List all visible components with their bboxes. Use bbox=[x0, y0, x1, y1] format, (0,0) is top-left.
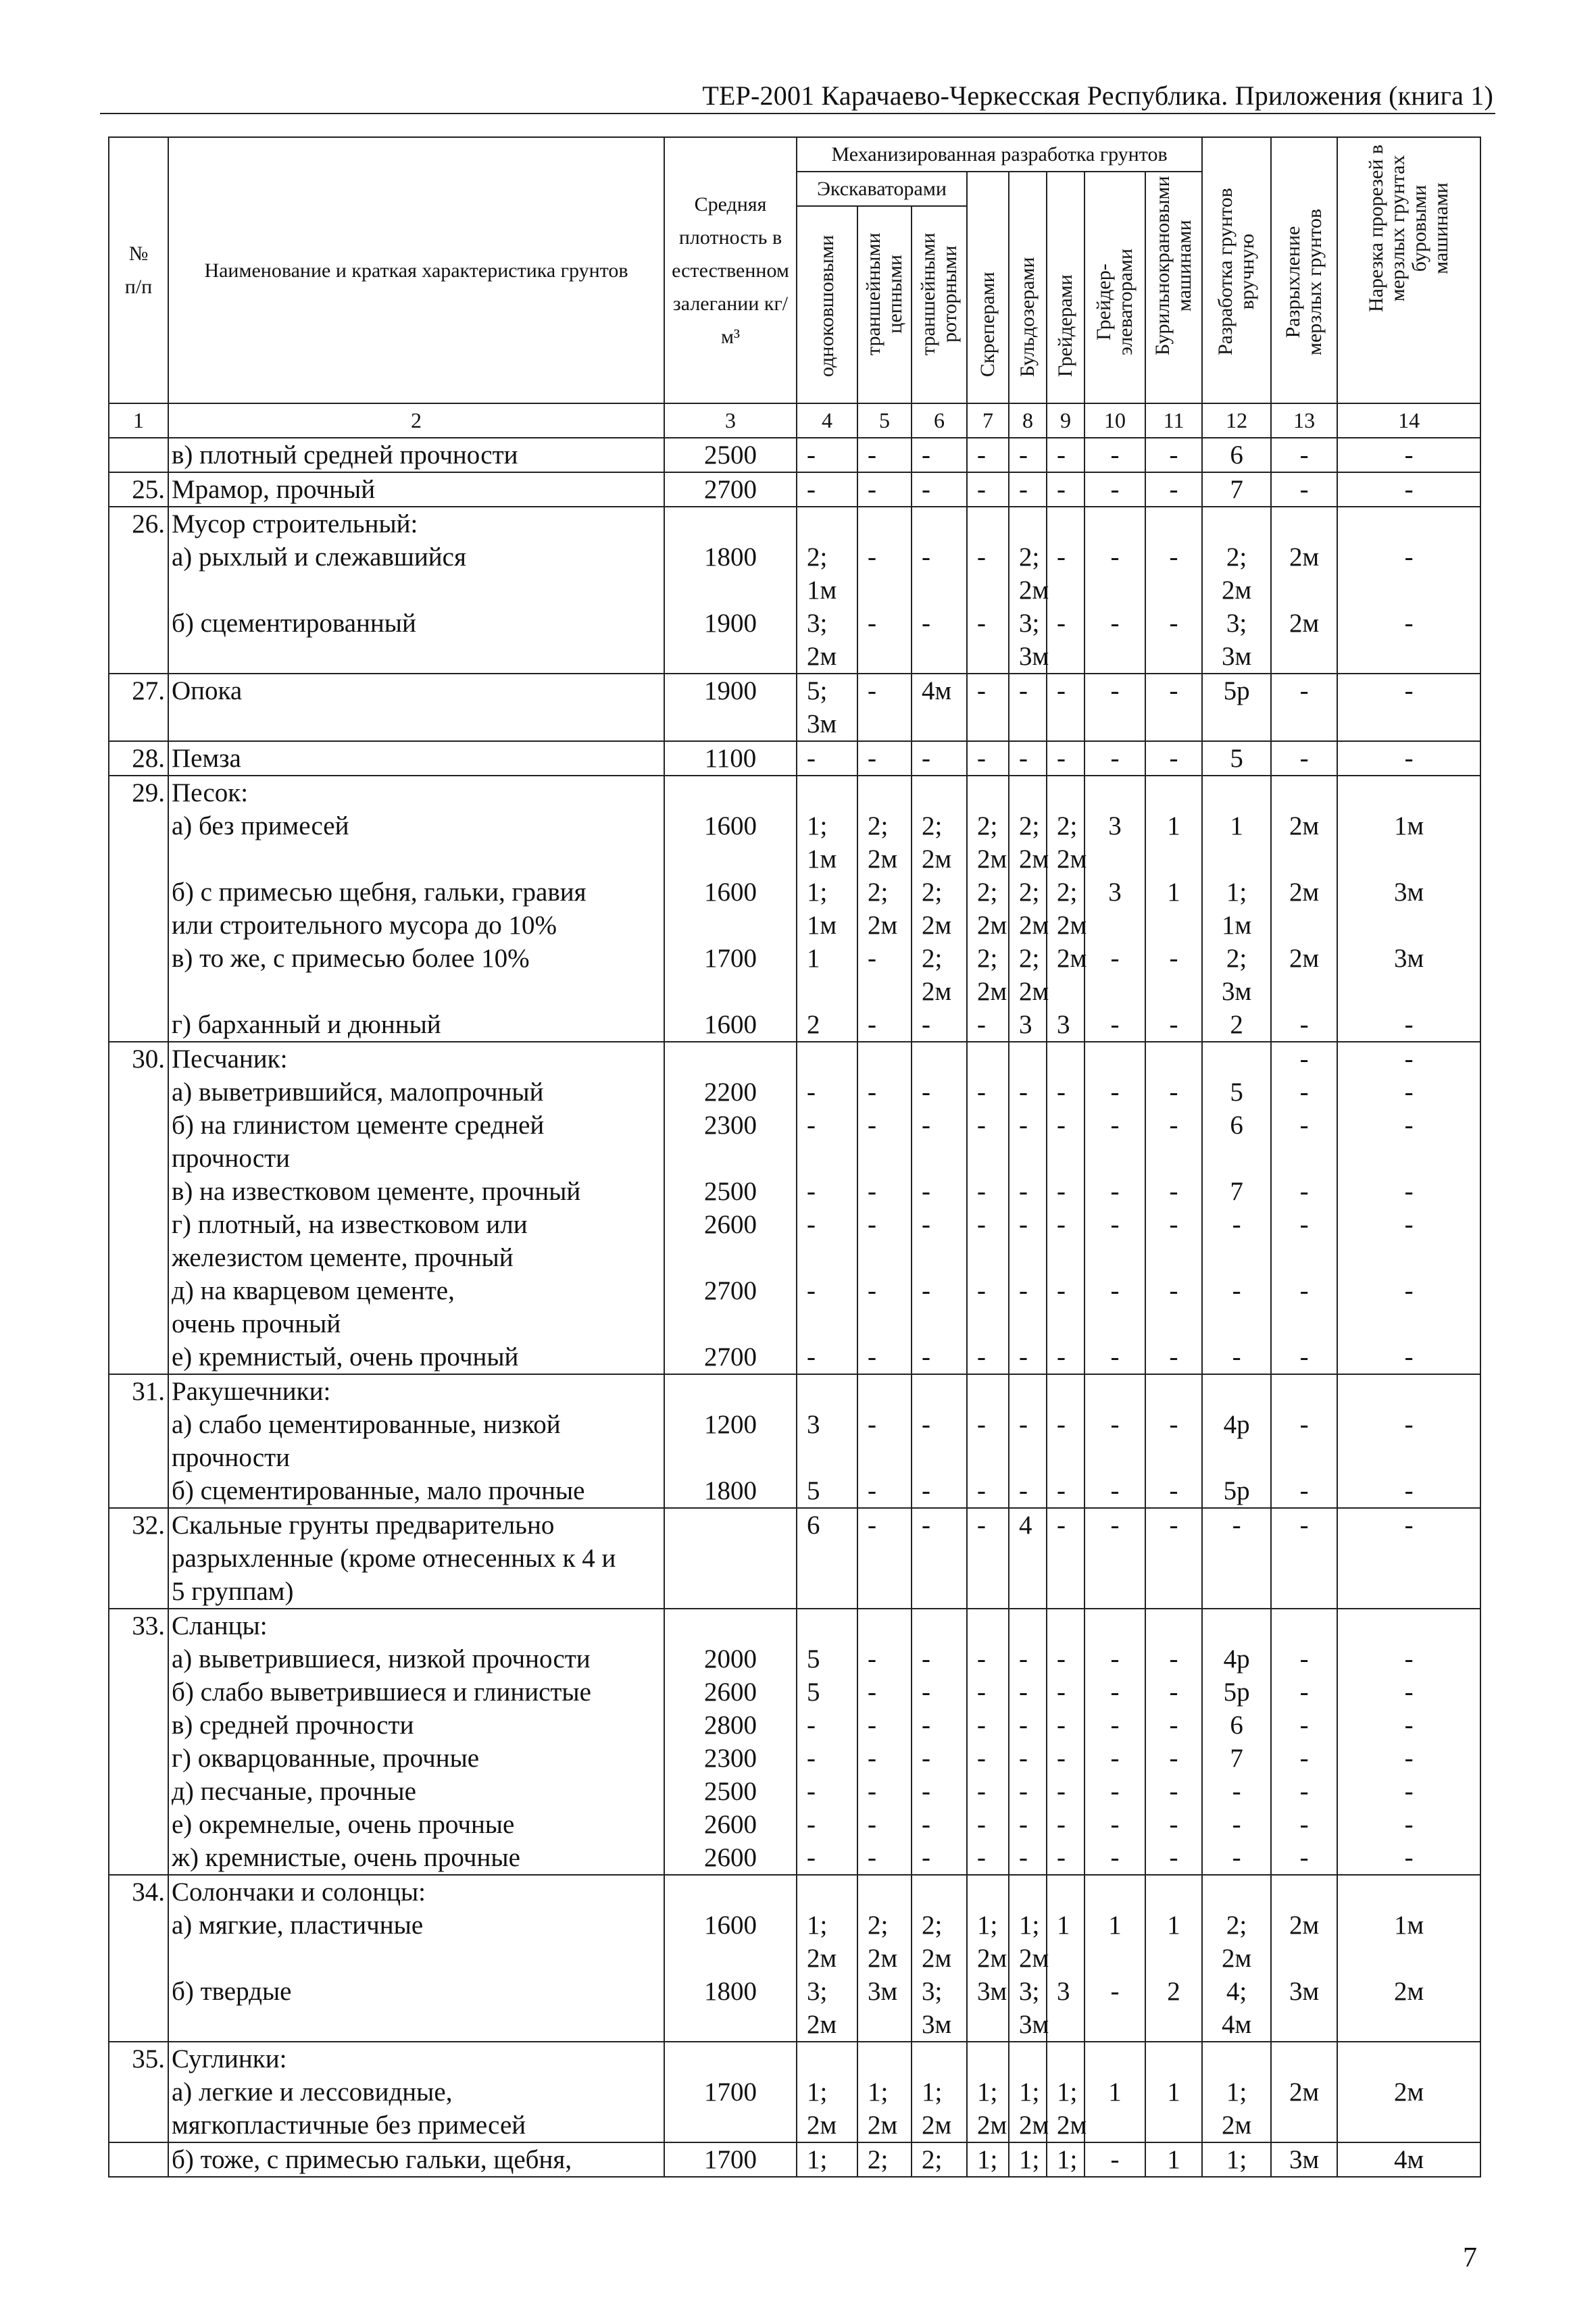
column-number: 11 bbox=[1145, 403, 1202, 438]
method-value: 2; 2м 2; 2м 2; 2м - bbox=[912, 776, 967, 1042]
method-value: 5 6 7 - - - bbox=[1202, 1042, 1271, 1374]
method-value: 5 5 - - - - - bbox=[797, 1609, 857, 1875]
method-value: - - - - - - bbox=[1009, 1042, 1047, 1374]
method-value: 3 5 bbox=[797, 1374, 857, 1508]
soil-name: Ракушечники: а) слабо цементированные, низкой прочности б) сцементированные, мало прочные bbox=[168, 1374, 664, 1508]
method-value: - - bbox=[1009, 1374, 1047, 1508]
column-number: 2 bbox=[168, 403, 664, 438]
header-density: Средняя плотность в естественном залегании кг/м³ bbox=[664, 137, 797, 403]
density-value: 1700 bbox=[664, 2142, 797, 2177]
method-value: 1; 2м 3; 2м bbox=[797, 1875, 857, 2042]
table-row bbox=[109, 472, 1480, 507]
header-drill-crane: Бурильнокрановыми машинами bbox=[1145, 172, 1202, 403]
header-trench-rotor: траншейными роторными bbox=[912, 206, 967, 403]
method-value: 5; 3м bbox=[797, 674, 857, 741]
method-value: 4р 5р bbox=[1202, 1374, 1271, 1508]
method-value: 1 bbox=[1084, 2042, 1145, 2142]
density-value: 1100 bbox=[664, 741, 797, 776]
row-number: 34. bbox=[109, 1875, 168, 2042]
header-no: № п/п bbox=[109, 137, 168, 403]
method-value: - - bbox=[967, 507, 1009, 674]
method-value: 2; 1м 3; 2м bbox=[797, 507, 857, 674]
method-value: - - bbox=[857, 507, 912, 674]
method-value: 2; 2м 2; 2м 2; 2м 3 bbox=[1009, 776, 1047, 1042]
density-value: 1600 1800 bbox=[664, 1875, 797, 2042]
soil-name: Песчаник: а) выветрившийся, малопрочный б) на глинистом цементе средней прочности в) на известковом цементе, прочный г) плотный, на известковом или железистом цементе, прочный д) на кварцевом цементе, очень прочный е) кремнистый, очень прочный bbox=[168, 1042, 664, 1374]
method-value: 2; 2м 2; 2м 2; 2м - bbox=[967, 776, 1009, 1042]
method-value: - bbox=[1337, 741, 1480, 776]
method-value: - bbox=[912, 1508, 967, 1609]
row-number bbox=[109, 438, 168, 472]
table-row bbox=[109, 2142, 1480, 2177]
header-manual: Разработка грунтов вручную bbox=[1202, 137, 1271, 403]
method-value: - bbox=[1047, 1508, 1084, 1609]
method-value: 1; 2м bbox=[797, 2042, 857, 2142]
method-value: - - bbox=[1047, 507, 1084, 674]
column-number: 5 bbox=[857, 403, 912, 438]
method-value: - - - - - - - bbox=[1337, 1609, 1480, 1875]
method-value: 6 bbox=[1202, 438, 1271, 472]
soil-name: Мрамор, прочный bbox=[168, 472, 664, 507]
density-value: 1900 bbox=[664, 674, 797, 741]
method-value: 2; bbox=[912, 2142, 967, 2177]
method-value: - - - - - - - bbox=[857, 1609, 912, 1875]
row-number: 33. bbox=[109, 1609, 168, 1875]
page-number: 7 bbox=[1463, 2242, 1477, 2273]
table-row bbox=[109, 1042, 1480, 1374]
method-value: 2м 2м 2м - bbox=[1271, 776, 1337, 1042]
method-value: 1; bbox=[1009, 2142, 1047, 2177]
density-value bbox=[664, 1508, 797, 1609]
method-value: - - bbox=[912, 1374, 967, 1508]
table-row bbox=[109, 1374, 1480, 1508]
method-value: - bbox=[1047, 438, 1084, 472]
header-grader-elevators: Грейдер- элеваторами bbox=[1084, 172, 1145, 403]
method-value: - bbox=[857, 741, 912, 776]
soil-name: Опока bbox=[168, 674, 664, 741]
column-number-row bbox=[109, 403, 1480, 438]
running-title: ТЕР-2001 Карачаево-Черкесская Республика. Приложения (книга 1) bbox=[702, 80, 1493, 111]
row-number: 32. bbox=[109, 1508, 168, 1609]
method-value: 6 bbox=[797, 1508, 857, 1609]
method-value: - - bbox=[912, 507, 967, 674]
method-value: 2; 2м 2; 2м 2м 3 bbox=[1047, 776, 1084, 1042]
method-value: - bbox=[1009, 438, 1047, 472]
method-value: 2; bbox=[857, 2142, 912, 2177]
method-value: - bbox=[912, 472, 967, 507]
column-number: 10 bbox=[1084, 403, 1145, 438]
method-value: 2; 2м 4; 4м bbox=[1202, 1875, 1271, 2042]
row-number: 30. bbox=[109, 1042, 168, 1374]
density-value: 2700 bbox=[664, 472, 797, 507]
header-bulldozers: Бульдозерами bbox=[1009, 172, 1047, 403]
table-row bbox=[109, 1875, 1480, 2042]
method-value: - bbox=[1145, 674, 1202, 741]
method-value: - - - - - - - bbox=[1145, 1609, 1202, 1875]
method-value: - bbox=[1271, 472, 1337, 507]
method-value: - - - - - - - bbox=[1009, 1609, 1047, 1875]
method-value: - - bbox=[857, 1374, 912, 1508]
header-name: Наименование и краткая характеристика грунтов bbox=[168, 137, 664, 403]
header-trench-chain: траншейными цепными bbox=[857, 206, 912, 403]
method-value: 2м 2м bbox=[1271, 507, 1337, 674]
method-value: - - - - - - bbox=[1145, 1042, 1202, 1374]
soil-name: в) плотный средней прочности bbox=[168, 438, 664, 472]
method-value: - bbox=[1337, 438, 1480, 472]
method-value: - bbox=[1271, 741, 1337, 776]
method-value: 4р 5р 6 7 - - - bbox=[1202, 1609, 1271, 1875]
soil-name: Скальные грунты предварительно разрыхленные (кроме отнесенных к 4 и 5 группам) bbox=[168, 1508, 664, 1609]
column-number: 12 bbox=[1202, 403, 1271, 438]
method-value: - bbox=[1009, 741, 1047, 776]
method-value: - - - - - - bbox=[1084, 1042, 1145, 1374]
method-value: - - - - - - bbox=[912, 1042, 967, 1374]
method-value: 2; 2м 2; 2м - - bbox=[857, 776, 912, 1042]
method-value: - bbox=[912, 438, 967, 472]
method-value: - - - - - - - bbox=[1337, 1042, 1480, 1374]
method-value: - - - - - - bbox=[797, 1042, 857, 1374]
column-number: 1 bbox=[109, 403, 168, 438]
method-value: 1 3 bbox=[1047, 1875, 1084, 2042]
method-value: - bbox=[967, 1508, 1009, 1609]
method-value: 2; 2м 3; 3м bbox=[1202, 507, 1271, 674]
column-number: 9 bbox=[1047, 403, 1084, 438]
method-value: - - bbox=[1145, 1374, 1202, 1508]
method-value: - bbox=[1337, 472, 1480, 507]
row-number: 27. bbox=[109, 674, 168, 741]
method-value: - - bbox=[1337, 1374, 1480, 1508]
header-single-bucket: одноковшовыми bbox=[797, 206, 857, 403]
table-row bbox=[109, 507, 1480, 674]
table-row bbox=[109, 1508, 1480, 1609]
method-value: - bbox=[1009, 472, 1047, 507]
column-number: 14 bbox=[1337, 403, 1480, 438]
method-value: 1; 2м 3м bbox=[967, 1875, 1009, 2042]
method-value: 1 2 bbox=[1145, 1875, 1202, 2042]
method-value: 2м bbox=[1271, 2042, 1337, 2142]
density-value: 1800 1900 bbox=[664, 507, 797, 674]
column-number: 7 bbox=[967, 403, 1009, 438]
density-value: 2500 bbox=[664, 438, 797, 472]
method-value: - bbox=[1084, 1508, 1145, 1609]
method-value: - bbox=[857, 472, 912, 507]
table-row bbox=[109, 1609, 1480, 1875]
method-value: - - bbox=[967, 1374, 1009, 1508]
method-value: 2; 2м 3; 3м bbox=[1009, 507, 1047, 674]
method-value: - - - - - - bbox=[857, 1042, 912, 1374]
method-value: 3 3 - - bbox=[1084, 776, 1145, 1042]
method-value: - - - - - - - bbox=[1271, 1042, 1337, 1374]
header-rule bbox=[100, 113, 1495, 114]
table-row bbox=[109, 741, 1480, 776]
method-value: - bbox=[1047, 674, 1084, 741]
method-value: - bbox=[1084, 2142, 1145, 2177]
header-loosening: Разрыхление мерзлых грунтов bbox=[1271, 137, 1337, 403]
method-value: - bbox=[797, 741, 857, 776]
row-number: 29. bbox=[109, 776, 168, 1042]
method-value: - bbox=[967, 741, 1009, 776]
header-mechanized: Механизированная разработка грунтов bbox=[797, 137, 1202, 172]
method-value: 4 bbox=[1009, 1508, 1047, 1609]
row-number: 35. bbox=[109, 2042, 168, 2142]
soil-name: Солончаки и солонцы: а) мягкие, пластичные б) твердые bbox=[168, 1875, 664, 2042]
method-value: 1; 2м bbox=[857, 2042, 912, 2142]
density-value: 1200 1800 bbox=[664, 1374, 797, 1508]
table-row bbox=[109, 438, 1480, 472]
header-graders: Грейдерами bbox=[1047, 172, 1084, 403]
row-number: 26. bbox=[109, 507, 168, 674]
method-value: - - bbox=[1271, 1374, 1337, 1508]
method-value: - bbox=[967, 674, 1009, 741]
soil-name: б) тоже, с примесью гальки, щебня, bbox=[168, 2142, 664, 2177]
soil-name: Пемза bbox=[168, 741, 664, 776]
method-value: - bbox=[857, 1508, 912, 1609]
method-value: - bbox=[967, 438, 1009, 472]
soil-name: Песок: а) без примесей б) с примесью щебня, гальки, гравия или строительного мусора до 10% в) то же, с примесью более 10% г) барханный и дюнный bbox=[168, 776, 664, 1042]
method-value: 4м bbox=[1337, 2142, 1480, 2177]
method-value: - - - - - - bbox=[1047, 1042, 1084, 1374]
method-value: - bbox=[1084, 741, 1145, 776]
soil-table bbox=[108, 136, 1481, 2178]
column-number: 13 bbox=[1271, 403, 1337, 438]
method-value: 1; 1м 1; 1м 1 2 bbox=[797, 776, 857, 1042]
method-value: 1; 2м bbox=[967, 2042, 1009, 2142]
method-value: - - bbox=[1337, 507, 1480, 674]
method-value: 1; bbox=[797, 2142, 857, 2177]
method-value: - - - - - - - bbox=[912, 1609, 967, 1875]
method-value: 1 - bbox=[1084, 1875, 1145, 2042]
column-number: 3 bbox=[664, 403, 797, 438]
method-value: - - - - - - - bbox=[1271, 1609, 1337, 1875]
method-value: 1; 2м bbox=[912, 2042, 967, 2142]
header-scrapers: Скреперами bbox=[967, 172, 1009, 403]
method-value: - bbox=[1337, 1508, 1480, 1609]
density-value: 2000 2600 2800 2300 2500 2600 2600 bbox=[664, 1609, 797, 1875]
method-value: - bbox=[1084, 472, 1145, 507]
density-value: 1600 1600 1700 1600 bbox=[664, 776, 797, 1042]
row-number: 31. bbox=[109, 1374, 168, 1508]
column-number: 6 bbox=[912, 403, 967, 438]
method-value: - bbox=[1084, 674, 1145, 741]
method-value: - bbox=[1202, 1508, 1271, 1609]
method-value: - - - - - - bbox=[967, 1042, 1009, 1374]
method-value: - bbox=[1145, 438, 1202, 472]
row-number: 25. bbox=[109, 472, 168, 507]
table-row bbox=[109, 2042, 1480, 2142]
method-value: - - bbox=[1084, 507, 1145, 674]
table-row bbox=[109, 776, 1480, 1042]
soil-name: Суглинки: а) легкие и лессовидные, мягкопластичные без примесей bbox=[168, 2042, 664, 2142]
method-value: - bbox=[1145, 741, 1202, 776]
method-value: 1 bbox=[1145, 2142, 1202, 2177]
method-value: 5р bbox=[1202, 674, 1271, 741]
method-value: 1 1 - - bbox=[1145, 776, 1202, 1042]
method-value: 1м 3м 3м - bbox=[1337, 776, 1480, 1042]
method-value: - bbox=[1047, 472, 1084, 507]
method-value: 1; 2м 3; 3м bbox=[1009, 1875, 1047, 2042]
method-value: - bbox=[967, 472, 1009, 507]
method-value: - bbox=[857, 674, 912, 741]
method-value: - bbox=[1271, 674, 1337, 741]
method-value: 4м bbox=[912, 674, 967, 741]
method-value: 2; 2м 3; 3м bbox=[912, 1875, 967, 2042]
soil-table-wrapper bbox=[108, 136, 1481, 2178]
soil-name: Сланцы: а) выветрившиеся, низкой прочности б) слабо выветрившиеся и глинистые в) средней прочности г) окварцованные, прочные д) песчаные, прочные е) окремнелые, очень прочные ж) кремнистые, очень прочные bbox=[168, 1609, 664, 1875]
method-value: 1; bbox=[1202, 2142, 1271, 2177]
method-value: - - - - - - - bbox=[1047, 1609, 1084, 1875]
method-value: 1; bbox=[1047, 2142, 1084, 2177]
column-number: 8 bbox=[1009, 403, 1047, 438]
method-value: 2м 3м bbox=[1271, 1875, 1337, 2042]
soil-name: Мусор строительный: а) рыхлый и слежавшийся б) сцементированный bbox=[168, 507, 664, 674]
method-value: - - bbox=[1084, 1374, 1145, 1508]
method-value: - bbox=[1009, 674, 1047, 741]
table-body bbox=[109, 438, 1480, 2177]
column-number: 4 bbox=[797, 403, 857, 438]
method-value: 5 bbox=[1202, 741, 1271, 776]
method-value: 1; bbox=[967, 2142, 1009, 2177]
row-number bbox=[109, 2142, 168, 2177]
method-value: - bbox=[912, 741, 967, 776]
header-cutting: Нарезка прорезей в мерзлых грунтах буровыми машинами bbox=[1337, 137, 1480, 403]
method-value: 1; 2м bbox=[1047, 2042, 1084, 2142]
method-value: 1; 2м bbox=[1009, 2042, 1047, 2142]
method-value: - bbox=[797, 472, 857, 507]
method-value: 1 1; 1м 2; 3м 2 bbox=[1202, 776, 1271, 1042]
method-value: 2м bbox=[1337, 2042, 1480, 2142]
row-number: 28. bbox=[109, 741, 168, 776]
method-value: 1; 2м bbox=[1202, 2042, 1271, 2142]
density-value: 1700 bbox=[664, 2042, 797, 2142]
method-value: 7 bbox=[1202, 472, 1271, 507]
method-value: - bbox=[1047, 741, 1084, 776]
method-value: - bbox=[1337, 674, 1480, 741]
header-excavators: Экскаваторами bbox=[797, 172, 967, 206]
method-value: - bbox=[1271, 438, 1337, 472]
table-row bbox=[109, 674, 1480, 741]
density-value: 2200 2300 2500 2600 2700 2700 bbox=[664, 1042, 797, 1374]
method-value: 3м bbox=[1271, 2142, 1337, 2177]
method-value: 1м 2м bbox=[1337, 1875, 1480, 2042]
method-value: 2; 2м 3м bbox=[857, 1875, 912, 2042]
method-value: - - bbox=[1145, 507, 1202, 674]
method-value: - - bbox=[1047, 1374, 1084, 1508]
method-value: - bbox=[797, 438, 857, 472]
method-value: - bbox=[857, 438, 912, 472]
method-value: 1 bbox=[1145, 2042, 1202, 2142]
method-value: - bbox=[1084, 438, 1145, 472]
method-value: - - - - - - - bbox=[967, 1609, 1009, 1875]
method-value: - - - - - - - bbox=[1084, 1609, 1145, 1875]
method-value: - bbox=[1271, 1508, 1337, 1609]
method-value: - bbox=[1145, 1508, 1202, 1609]
method-value: - bbox=[1145, 472, 1202, 507]
